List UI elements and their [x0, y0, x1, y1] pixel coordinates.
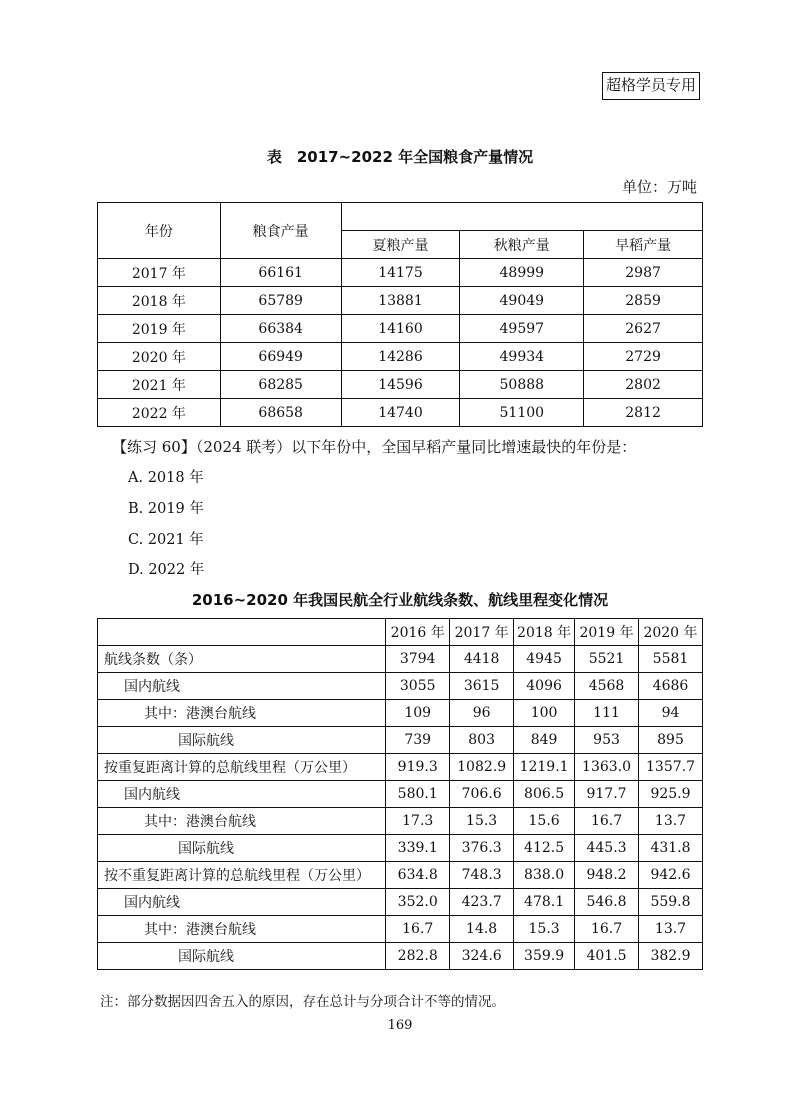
header-early-rice: 早稻产量	[584, 231, 703, 259]
cell-value: 382.9	[639, 943, 703, 970]
row-label: 其中：港澳台航线	[98, 808, 386, 835]
cell-value: 324.6	[450, 943, 514, 970]
cell-value: 478.1	[514, 889, 575, 916]
cell-value: 953	[575, 727, 639, 754]
cell-summer: 14740	[341, 399, 460, 427]
cell-total: 66161	[220, 259, 341, 287]
table-row	[98, 259, 703, 287]
row-label: 国内航线	[98, 889, 386, 916]
cell-value: 96	[450, 700, 514, 727]
table-row	[98, 646, 703, 673]
cell-summer: 14175	[341, 259, 460, 287]
header-year: 2016 年	[386, 619, 450, 646]
student-only-stamp: 超格学员专用	[602, 72, 700, 100]
cell-total: 66384	[220, 315, 341, 343]
cell-value: 1357.7	[639, 754, 703, 781]
cell-value: 4686	[639, 673, 703, 700]
cell-total: 68658	[220, 399, 341, 427]
cell-early-rice: 2729	[584, 343, 703, 371]
cell-value: 3055	[386, 673, 450, 700]
cell-summer: 14286	[341, 343, 460, 371]
cell-value: 15.6	[514, 808, 575, 835]
row-label: 国际航线	[98, 727, 386, 754]
row-label: 按不重复距离计算的总航线里程（万公里）	[98, 862, 386, 889]
cell-value: 748.3	[450, 862, 514, 889]
cell-value: 100	[514, 700, 575, 727]
cell-value: 339.1	[386, 835, 450, 862]
cell-value: 352.0	[386, 889, 450, 916]
table-row	[98, 916, 703, 943]
cell-value: 423.7	[450, 889, 514, 916]
header-summer: 夏粮产量	[341, 231, 460, 259]
cell-total: 65789	[220, 287, 341, 315]
cell-value: 431.8	[639, 835, 703, 862]
cell-early-rice: 2987	[584, 259, 703, 287]
table-row	[98, 781, 703, 808]
row-label: 国际航线	[98, 835, 386, 862]
cell-autumn: 50888	[460, 371, 584, 399]
cell-early-rice: 2627	[584, 315, 703, 343]
cell-value: 838.0	[514, 862, 575, 889]
table-row	[98, 399, 703, 427]
cell-value: 580.1	[386, 781, 450, 808]
cell-summer: 14596	[341, 371, 460, 399]
cell-value: 94	[639, 700, 703, 727]
cell-year: 2020 年	[98, 343, 221, 371]
cell-value: 3794	[386, 646, 450, 673]
option-c[interactable]: C. 2021 年	[128, 532, 204, 548]
cell-value: 13.7	[639, 916, 703, 943]
cell-value: 5521	[575, 646, 639, 673]
header-group-blank	[341, 203, 702, 231]
cell-year: 2019 年	[98, 315, 221, 343]
table-row	[98, 862, 703, 889]
cell-value: 895	[639, 727, 703, 754]
cell-value: 16.7	[575, 916, 639, 943]
cell-autumn: 49934	[460, 343, 584, 371]
cell-value: 14.8	[450, 916, 514, 943]
table-row	[98, 808, 703, 835]
cell-year: 2018 年	[98, 287, 221, 315]
option-d[interactable]: D. 2022 年	[128, 562, 205, 578]
civil-aviation-routes-table	[97, 618, 703, 970]
cell-autumn: 48999	[460, 259, 584, 287]
table-row	[98, 889, 703, 916]
table-row	[98, 371, 703, 399]
table-row	[98, 700, 703, 727]
cell-value: 942.6	[639, 862, 703, 889]
cell-autumn: 51100	[460, 399, 584, 427]
table-row	[98, 343, 703, 371]
row-label: 按重复距离计算的总航线里程（万公里）	[98, 754, 386, 781]
row-label: 其中：港澳台航线	[98, 916, 386, 943]
row-label: 国内航线	[98, 673, 386, 700]
cell-value: 948.2	[575, 862, 639, 889]
cell-value: 739	[386, 727, 450, 754]
cell-year: 2017 年	[98, 259, 221, 287]
row-label: 其中：港澳台航线	[98, 700, 386, 727]
cell-value: 359.9	[514, 943, 575, 970]
header-year: 2017 年	[450, 619, 514, 646]
cell-value: 1219.1	[514, 754, 575, 781]
cell-value: 15.3	[514, 916, 575, 943]
cell-value: 917.7	[575, 781, 639, 808]
cell-value: 4945	[514, 646, 575, 673]
cell-year: 2022 年	[98, 399, 221, 427]
cell-value: 445.3	[575, 835, 639, 862]
cell-value: 376.3	[450, 835, 514, 862]
cell-early-rice: 2812	[584, 399, 703, 427]
cell-summer: 13881	[341, 287, 460, 315]
header-total: 粮食产量	[220, 203, 341, 259]
cell-value: 925.9	[639, 781, 703, 808]
table2-title: 2016~2020 年我国民航全行业航线条数、航线里程变化情况	[191, 591, 609, 609]
cell-value: 806.5	[514, 781, 575, 808]
cell-value: 282.8	[386, 943, 450, 970]
cell-value: 4568	[575, 673, 639, 700]
cell-value: 849	[514, 727, 575, 754]
header-year: 2020 年	[639, 619, 703, 646]
cell-value: 919.3	[386, 754, 450, 781]
table-row	[98, 754, 703, 781]
table1-unit: 单位：万吨	[621, 178, 697, 196]
cell-value: 706.6	[450, 781, 514, 808]
cell-early-rice: 2859	[584, 287, 703, 315]
cell-value: 803	[450, 727, 514, 754]
header-year: 年份	[98, 203, 221, 259]
cell-value: 5581	[639, 646, 703, 673]
row-label: 航线条数（条）	[98, 646, 386, 673]
cell-value: 1082.9	[450, 754, 514, 781]
header-year: 2018 年	[514, 619, 575, 646]
header-year: 2019 年	[575, 619, 639, 646]
page-number: 169	[387, 1018, 413, 1033]
cell-value: 3615	[450, 673, 514, 700]
cell-value: 109	[386, 700, 450, 727]
cell-value: 16.7	[575, 808, 639, 835]
cell-total: 68285	[220, 371, 341, 399]
footnote: 注：部分数据因四舍五入的原因，存在总计与分项合计不等的情况。	[100, 994, 505, 1010]
cell-value: 559.8	[639, 889, 703, 916]
cell-value: 401.5	[575, 943, 639, 970]
table1-title: 表 2017~2022 年全国粮食产量情况	[266, 148, 534, 166]
table-row	[98, 315, 703, 343]
cell-value: 4418	[450, 646, 514, 673]
grain-production-table	[97, 202, 703, 427]
table-row	[98, 835, 703, 862]
cell-summer: 14160	[341, 315, 460, 343]
table-row	[98, 287, 703, 315]
cell-value: 4096	[514, 673, 575, 700]
cell-value: 13.7	[639, 808, 703, 835]
table-row	[98, 727, 703, 754]
cell-autumn: 49597	[460, 315, 584, 343]
option-b[interactable]: B. 2019 年	[128, 501, 204, 517]
header-autumn: 秋粮产量	[460, 231, 584, 259]
cell-value: 17.3	[386, 808, 450, 835]
cell-value: 16.7	[386, 916, 450, 943]
table-row	[98, 943, 703, 970]
cell-value: 634.8	[386, 862, 450, 889]
option-a[interactable]: A. 2018 年	[128, 470, 204, 486]
header-label-blank	[98, 619, 386, 646]
question-text: 【练习 60】（2024 联考）以下年份中，全国早稻产量同比增速最快的年份是：	[112, 438, 637, 456]
cell-value: 111	[575, 700, 639, 727]
cell-value: 412.5	[514, 835, 575, 862]
cell-early-rice: 2802	[584, 371, 703, 399]
cell-autumn: 49049	[460, 287, 584, 315]
cell-total: 66949	[220, 343, 341, 371]
row-label: 国内航线	[98, 781, 386, 808]
cell-value: 546.8	[575, 889, 639, 916]
cell-year: 2021 年	[98, 371, 221, 399]
table-row	[98, 673, 703, 700]
cell-value: 1363.0	[575, 754, 639, 781]
row-label: 国际航线	[98, 943, 386, 970]
cell-value: 15.3	[450, 808, 514, 835]
